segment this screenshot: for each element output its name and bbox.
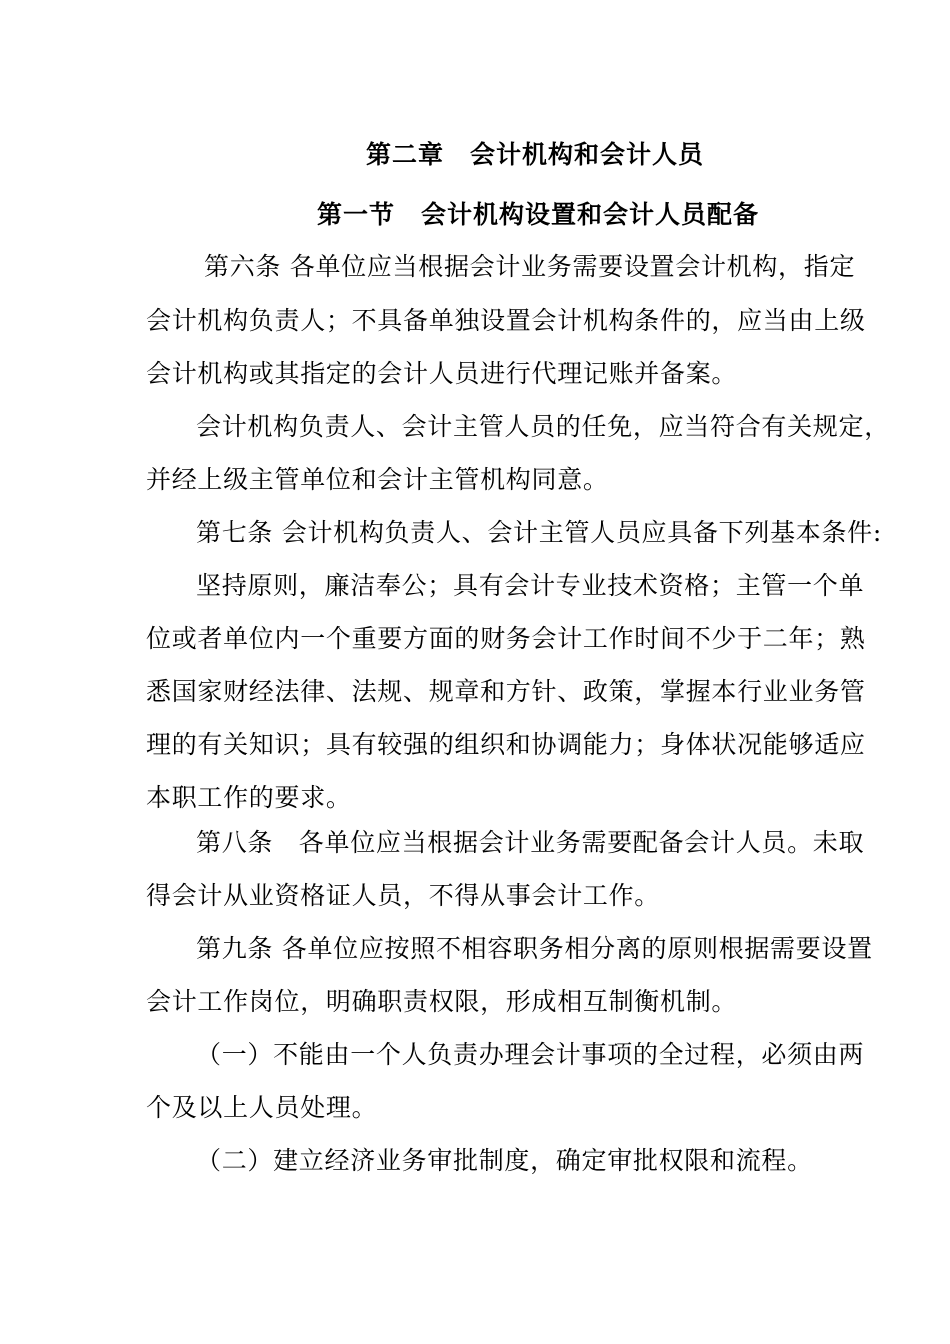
article-7-para2-line-3: 悉国家财经法律、法规、规章和方针、政策，掌握本行业业务管: [146, 677, 866, 706]
article-8-line-2: 得会计从业资格证人员，不得从事会计工作。: [146, 881, 661, 910]
article-7-para2-line-2: 位或者单位内一个重要方面的财务会计工作时间不少于二年；熟: [146, 624, 866, 653]
article-6-line-1: 第六条 各单位应当根据会计业务需要设置会计机构，指定: [204, 252, 856, 281]
article-9-line-1: 第九条 各单位应按照不相容职务相分离的原则根据需要设置: [196, 934, 873, 963]
article-6-para2-line-1: 会计机构负责人、会计主管人员的任免，应当符合有关规定，: [196, 412, 890, 441]
article-7-para2-line-1: 坚持原则，廉洁奉公；具有会计专业技术资格；主管一个单: [196, 571, 865, 600]
item-1-line-1: （一）不能由一个人负责办理会计事项的全过程，必须由两: [196, 1040, 865, 1069]
article-6-line-3: 会计机构或其指定的会计人员进行代理记账并备案。: [146, 359, 738, 388]
article-6-para2-line-2: 并经上级主管单位和会计主管机构同意。: [146, 465, 609, 494]
chapter-title: 第二章 会计机构和会计人员: [366, 140, 705, 169]
item-2-line-1: （二）建立经济业务审批制度，确定审批权限和流程。: [196, 1146, 813, 1175]
article-6-line-2: 会计机构负责人；不具备单独设置会计机构条件的，应当由上级: [146, 306, 866, 335]
section-title: 第一节 会计机构设置和会计人员配备: [317, 200, 760, 229]
article-9-line-2: 会计工作岗位，明确职责权限，形成相互制衡机制。: [146, 987, 738, 1016]
article-7-para2-line-5: 本职工作的要求。: [146, 783, 352, 812]
article-7-para2-line-4: 理的有关知识；具有较强的组织和协调能力；身体状况能够适应: [146, 730, 866, 759]
item-1-line-2: 个及以上人员处理。: [146, 1093, 378, 1122]
article-7-line-1: 第七条 会计机构负责人、会计主管人员应具备下列基本条件:: [196, 518, 882, 547]
article-8-line-1: 第八条 各单位应当根据会计业务需要配备会计人员。未取: [196, 828, 865, 857]
